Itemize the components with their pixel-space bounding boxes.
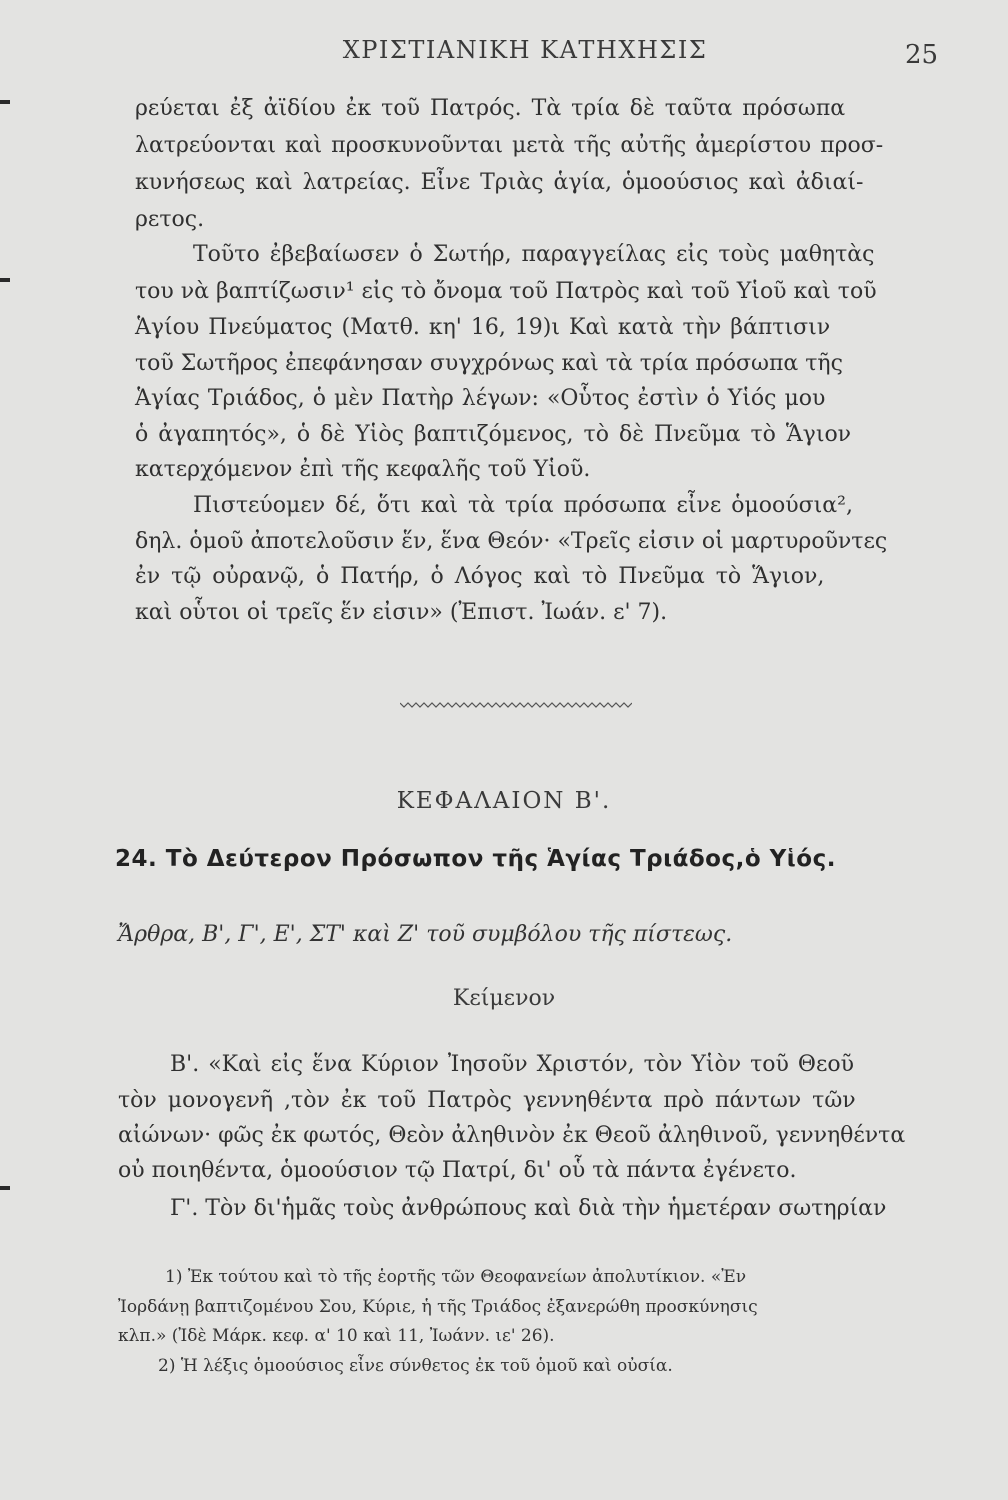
paragraph-line: ἐν τῷ οὐρανῷ, ὁ Πατήρ, ὁ Λόγος καὶ τὸ Πνεῦμα τὸ Ἅγιον, — [135, 564, 825, 589]
paragraph-line: Ἁγίου Πνεύματος (Ματθ. κη' 16, 19)ι Καὶ κατὰ τὴν βάπτισιν — [135, 315, 831, 340]
paragraph-line: καὶ οὗτοι οἱ τρεῖς ἕν εἰσιν» (Ἐπιστ. Ἰωάν. ε' 7). — [135, 600, 668, 625]
paragraph-line: κυνήσεως καὶ λατρείας. Εἶνε Τριὰς ἁγία, ὁμοούσιος καὶ ἀδιαί- — [135, 170, 864, 195]
footnote-line: 2) Ἡ λέξις ὁμοούσιος εἶνε σύνθετος ἐκ τοῦ ὁμοῦ καὶ οὐσία. — [158, 1356, 673, 1376]
scan-edge-mark — [0, 100, 10, 104]
paragraph-line: ρετος. — [135, 207, 205, 232]
creed-line: αἰώνων· φῶς ἐκ φωτός, Θεὸν ἀληθινὸν ἐκ Θεοῦ ἀληθινοῦ, γεννηθέντα — [118, 1123, 906, 1148]
text-subheading: Κείμενον — [452, 986, 556, 1011]
paragraph-line: Ἁγίας Τριάδος, ὁ μὲν Πατὴρ λέγων: «Οὗτος ἐστὶν ὁ Υἱός μου — [135, 386, 826, 411]
creed-line: τὸν μονογενῆ ,τὸν ἐκ τοῦ Πατρὸς γεννηθέντα πρὸ πάντων τῶν — [118, 1088, 856, 1113]
creed-line: οὐ ποιηθέντα, ὁμοούσιον τῷ Πατρί, δι' οὗ τὰ πάντα ἐγένετο. — [118, 1158, 797, 1183]
scan-edge-mark — [0, 278, 10, 282]
page-number: 25 — [905, 40, 939, 70]
paragraph-line: του νὰ βαπτίζωσιν¹ εἰς τὸ ὄνομα τοῦ Πατρὸς καὶ τοῦ Υἱοῦ καὶ τοῦ — [135, 279, 877, 304]
paragraph-line: κατερχόμενον ἐπὶ τῆς κεφαλῆς τοῦ Υἱοῦ. — [135, 457, 591, 482]
paragraph-line: λατρεύονται καὶ προσκυνοῦνται μετὰ τῆς αὐτῆς ἀμερίστου προσ- — [135, 133, 884, 158]
paragraph-line: ρεύεται ἐξ ἀϊδίου ἐκ τοῦ Πατρός. Τὰ τρία δὲ ταῦτα πρόσωπα — [135, 96, 846, 121]
paragraph-line: Πιστεύομεν δέ, ὅτι καὶ τὰ τρία πρόσωπα εἶνε ὁμοούσια², — [193, 493, 853, 518]
paragraph-line: ὁ ἀγαπητός», ὁ δὲ Υἱὸς βαπτιζόμενος, τὸ δὲ Πνεῦμα τὸ Ἅγιον — [135, 422, 852, 447]
paragraph-line: δηλ. ὁμοῦ ἀποτελοῦσιν ἕν, ἕνα Θεόν· «Τρεῖς εἰσιν οἱ μαρτυροῦντες — [135, 529, 888, 554]
paragraph-line: Τοῦτο ἐβεβαίωσεν ὁ Σωτήρ, παραγγείλας εἰς τοὺς μαθητὰς — [193, 242, 875, 267]
running-header-title: ΧΡΙΣΤΙΑΝΙΚΗ ΚΑΤΗΧΗΣΙΣ — [342, 36, 708, 64]
footnote-line: 1) Ἐκ τούτου καὶ τὸ τῆς ἑορτῆς τῶν Θεοφανείων ἀπολυτίκιον. «Ἐν — [165, 1267, 747, 1287]
section-title: 24. Τὸ Δεύτερον Πρόσωπον τῆς Ἁγίας Τριάδος,ὁ Υἱός. — [115, 846, 836, 872]
footnote-line: Ἰορδάνῃ βαπτιζομένου Σου, Κύριε, ἡ τῆς Τριάδος ἐξανερώθη προσκύνησις — [118, 1297, 758, 1317]
footnote-line: κλπ.» (Ἰδὲ Μάρκ. κεφ. α' 10 καὶ 11, Ἰωάνν. ιε' 26). — [118, 1326, 555, 1346]
paragraph-line: τοῦ Σωτῆρος ἐπεφάνησαν συγχρόνως καὶ τὰ τρία πρόσωπα τῆς — [135, 351, 843, 376]
creed-line: Γ'. Τὸν δι'ἡμᾶς τοὺς ἀνθρώπους καὶ διὰ τὴν ἡμετέραν σωτηρίαν — [170, 1196, 887, 1221]
scan-edge-mark — [0, 1186, 10, 1190]
wavy-divider — [400, 700, 632, 710]
creed-line: Β'. «Καὶ εἰς ἕνα Κύριον Ἰησοῦν Χριστόν, τὸν Υἱὸν τοῦ Θεοῦ — [170, 1052, 854, 1077]
articles-reference: Ἄρθρα, Β', Γ', Ε', ΣΤ' καὶ Ζ' τοῦ συμβόλου τῆς πίστεως. — [118, 922, 733, 947]
chapter-heading: ΚΕΦΑΛΑΙΟΝ Β'. — [396, 788, 612, 814]
